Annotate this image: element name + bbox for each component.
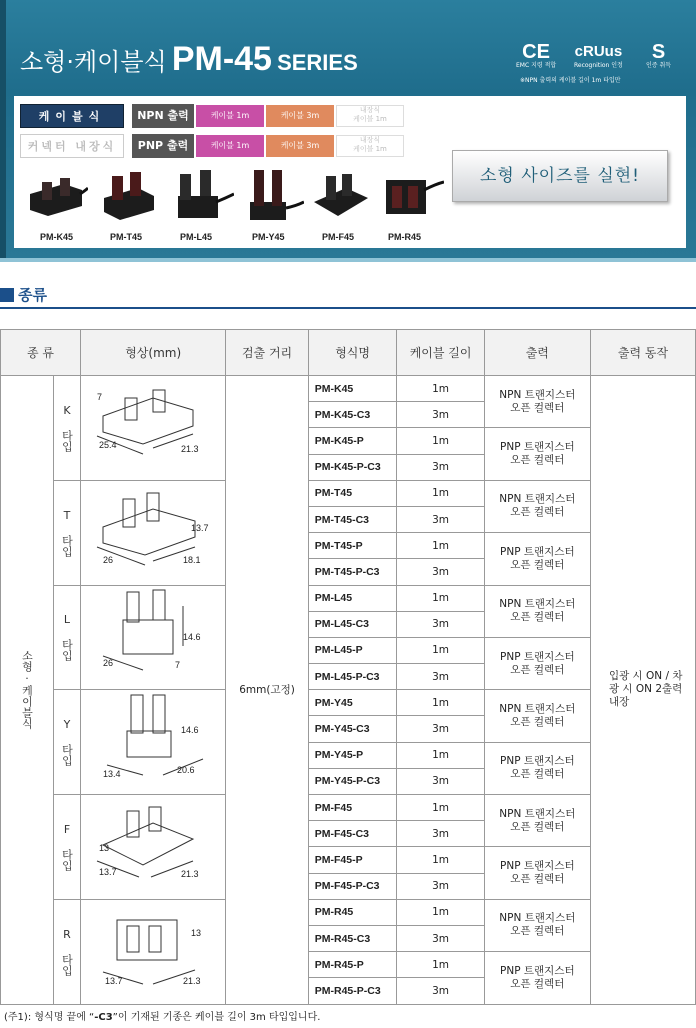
cable-length-cell: 3m <box>397 402 484 428</box>
type-cell: R 타입 <box>54 899 81 1004</box>
shape-drawing <box>83 586 223 686</box>
dimension-label: 21.3 <box>183 976 201 987</box>
cable-length-cell: 3m <box>397 611 484 637</box>
model-cell: PM-Y45-P-C3 <box>308 768 397 794</box>
title-korean: 소형·케이블식 <box>20 48 167 76</box>
s-mark-icon: S <box>651 41 666 63</box>
banner-bottom-line <box>0 258 696 262</box>
product-label-k45: PM-K45 <box>40 232 74 242</box>
dimension-label: 13.7 <box>191 523 209 534</box>
slogan-box: 소형 사이즈를 실현! <box>452 150 668 202</box>
section-divider <box>0 307 696 309</box>
product-image-k45 <box>24 168 88 228</box>
npn-connector-cell: 내장식 케이블 1m <box>336 105 404 127</box>
product-image-f45 <box>310 168 374 228</box>
model-cell: PM-L45-P-C3 <box>308 664 397 690</box>
dimension-label: 13.7 <box>105 976 123 987</box>
title-series: SERIES <box>277 50 358 75</box>
dimension-label: 13.4 <box>103 768 121 779</box>
model-cell: PM-R45-P-C3 <box>308 978 397 1004</box>
connector-type-label: 커넥터 내장식 <box>20 134 124 158</box>
shape-drawing <box>83 376 223 476</box>
header-output: 출력 <box>484 330 590 376</box>
distance-cell: 6mm(고정) <box>226 376 308 1005</box>
shape-cell <box>81 376 226 481</box>
cable-length-cell: 3m <box>397 454 484 480</box>
model-cell: PM-Y45-C3 <box>308 716 397 742</box>
shape-drawing <box>83 900 223 1000</box>
cable-length-cell: 1m <box>397 585 484 611</box>
category-cell: 소형·케이블식 <box>1 376 54 1005</box>
shape-cell <box>81 585 226 690</box>
output-cell: PNP 트랜지스터 오픈 컬렉터 <box>484 742 590 794</box>
npn-cable-3m: 케이블 3m <box>266 105 334 127</box>
dimension-label: 26 <box>103 555 114 566</box>
footnote: (주1): 형식명 끝에 “-C3”이 기재된 기종은 케이블 길이 3m 타입입니다. <box>4 1012 321 1023</box>
cable-length-cell: 3m <box>397 664 484 690</box>
cable-length-cell: 3m <box>397 925 484 951</box>
output-cell: NPN 트랜지스터 오픈 컬렉터 <box>484 899 590 951</box>
product-label-y45: PM-Y45 <box>252 232 285 242</box>
product-label-t45: PM-T45 <box>110 232 143 242</box>
model-cell: PM-T45 <box>308 480 397 506</box>
model-cell: PM-K45 <box>308 376 397 402</box>
s-cert: S 인증 취득 <box>646 41 672 69</box>
model-cell: PM-R45-P <box>308 952 397 978</box>
dimension-label: 14.6 <box>183 631 201 642</box>
dimension-label: 26 <box>103 657 114 668</box>
table-row <box>1 376 696 402</box>
product-image-t45 <box>98 168 162 228</box>
ce-icon: CE <box>522 41 550 63</box>
cable-length-cell: 1m <box>397 795 484 821</box>
model-cell: PM-F45-P <box>308 847 397 873</box>
model-cell: PM-Y45 <box>308 690 397 716</box>
model-cell: PM-L45-P <box>308 637 397 663</box>
header-operation: 출력 동작 <box>590 330 695 376</box>
shape-cell <box>81 795 226 900</box>
cable-length-cell: 1m <box>397 742 484 768</box>
header-cable-length: 케이블 길이 <box>397 330 484 376</box>
cable-length-cell: 3m <box>397 978 484 1004</box>
dimension-label: 18.1 <box>183 555 201 566</box>
type-cell: Y 타입 <box>54 690 81 795</box>
type-cell: T 타입 <box>54 480 81 585</box>
model-cell: PM-F45-C3 <box>308 821 397 847</box>
spec-table <box>0 329 696 1005</box>
header-model: 형식명 <box>308 330 397 376</box>
model-cell: PM-F45 <box>308 795 397 821</box>
operation-cell: 입광 시 ON / 차광 시 ON 2출력 내장 <box>590 376 695 1005</box>
type-cell: L 타입 <box>54 585 81 690</box>
cable-length-cell: 3m <box>397 506 484 532</box>
model-cell: PM-L45 <box>308 585 397 611</box>
dimension-label: 14.6 <box>181 724 199 735</box>
page-title <box>20 40 358 79</box>
cable-length-cell: 3m <box>397 821 484 847</box>
model-cell: PM-T45-C3 <box>308 506 397 532</box>
cable-length-cell: 1m <box>397 847 484 873</box>
dimension-label: 7 <box>97 392 103 403</box>
dimension-label: 13 <box>99 843 110 854</box>
model-cell: PM-F45-P-C3 <box>308 873 397 899</box>
model-cell: PM-T45-P-C3 <box>308 559 397 585</box>
shape-cell <box>81 690 226 795</box>
cable-length-cell: 1m <box>397 428 484 454</box>
model-cell: PM-T45-P <box>308 533 397 559</box>
output-cell: NPN 트랜지스터 오픈 컬렉터 <box>484 585 590 637</box>
section-square-icon <box>0 288 14 302</box>
model-cell: PM-Y45-P <box>308 742 397 768</box>
table-header-row <box>1 330 696 376</box>
cable-length-cell: 3m <box>397 768 484 794</box>
output-cell: PNP 트랜지스터 오픈 컬렉터 <box>484 952 590 1004</box>
product-image-l45 <box>170 168 234 228</box>
header-type: 종 류 <box>1 330 81 376</box>
product-label-l45: PM-L45 <box>180 232 213 242</box>
ul-icon: cRUus <box>574 43 623 60</box>
pnp-cable-1m: 케이블 1m <box>196 135 264 157</box>
npn-cable-1m: 케이블 1m <box>196 105 264 127</box>
type-cell: K 타입 <box>54 376 81 481</box>
cable-length-cell: 3m <box>397 716 484 742</box>
cable-length-cell: 1m <box>397 376 484 402</box>
output-cell: NPN 트랜지스터 오픈 컬렉터 <box>484 690 590 742</box>
product-image-r45 <box>380 168 444 228</box>
cable-length-cell: 1m <box>397 533 484 559</box>
model-cell: PM-R45-C3 <box>308 925 397 951</box>
shape-cell <box>81 480 226 585</box>
cert-note: ※NPN 출력의 케이블 길이 1m 타입만 <box>520 77 621 84</box>
ul-cert: cRUus Recognition 인정 <box>574 43 623 69</box>
npn-label: NPN 출력 <box>132 104 194 128</box>
product-label-r45: PM-R45 <box>388 232 422 242</box>
output-cell: PNP 트랜지스터 오픈 컬렉터 <box>484 428 590 480</box>
header-shape: 형상(mm) <box>81 330 226 376</box>
header-distance: 검출 거리 <box>226 330 308 376</box>
model-cell: PM-K45-C3 <box>308 402 397 428</box>
cable-length-cell: 1m <box>397 952 484 978</box>
output-cell: NPN 트랜지스터 오픈 컬렉터 <box>484 480 590 532</box>
title-model: PM-45 <box>171 40 272 78</box>
ce-cert: CE EMC 지령 적합 <box>516 41 557 69</box>
output-cell: NPN 트랜지스터 오픈 컬렉터 <box>484 376 590 428</box>
dimension-label: 25.4 <box>99 440 117 451</box>
shape-drawing <box>83 795 223 895</box>
shape-drawing <box>83 691 223 791</box>
shape-drawing <box>83 481 223 581</box>
product-label-f45: PM-F45 <box>322 232 355 242</box>
cable-length-cell: 3m <box>397 559 484 585</box>
model-cell: PM-R45 <box>308 899 397 925</box>
pnp-cable-3m: 케이블 3m <box>266 135 334 157</box>
type-cell: F 타입 <box>54 795 81 900</box>
cable-length-cell: 1m <box>397 637 484 663</box>
dimension-label: 21.3 <box>181 869 199 880</box>
banner-edge <box>0 0 6 262</box>
product-image-y45 <box>240 168 304 228</box>
cable-type-label: 케이블식 <box>20 104 124 128</box>
cable-length-cell: 1m <box>397 690 484 716</box>
dimension-label: 13 <box>191 928 202 939</box>
dimension-label: 13.7 <box>99 867 117 878</box>
dimension-label: 21.3 <box>181 444 199 455</box>
pnp-connector-cell: 내장식 케이블 1m <box>336 135 404 157</box>
model-cell: PM-L45-C3 <box>308 611 397 637</box>
shape-cell <box>81 899 226 1004</box>
cable-length-cell: 3m <box>397 873 484 899</box>
output-cell: PNP 트랜지스터 오픈 컬렉터 <box>484 847 590 899</box>
dimension-label: 20.6 <box>177 764 195 775</box>
cable-length-cell: 1m <box>397 480 484 506</box>
output-cell: NPN 트랜지스터 오픈 컬렉터 <box>484 795 590 847</box>
dimension-label: 7 <box>175 659 181 670</box>
pnp-label: PNP 출력 <box>132 134 194 158</box>
cable-length-cell: 1m <box>397 899 484 925</box>
output-cell: PNP 트랜지스터 오픈 컬렉터 <box>484 533 590 585</box>
model-cell: PM-K45-P-C3 <box>308 454 397 480</box>
output-cell: PNP 트랜지스터 오픈 컬렉터 <box>484 637 590 689</box>
model-cell: PM-K45-P <box>308 428 397 454</box>
